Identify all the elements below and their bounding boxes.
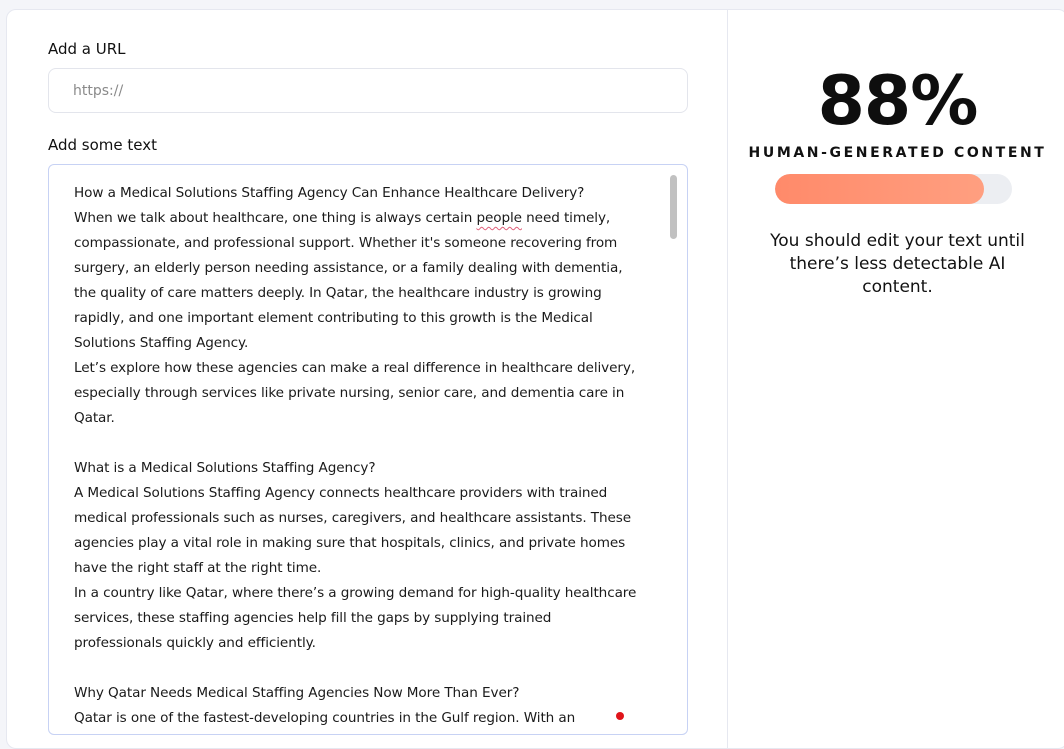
detector-card: [6, 9, 1064, 749]
status-dot-icon: [616, 712, 624, 720]
text-content[interactable]: [49, 165, 687, 731]
text-label: Add some text: [48, 136, 158, 154]
url-label: Add a URL: [48, 40, 126, 58]
result-panel: [728, 10, 1064, 748]
advice-text: You should edit your text until there’s less detectable AI content.: [770, 231, 1025, 297]
text-segment: need timely, compassionate, and professional support. Whether it's someone recovering from surgery, an elderly person needing assistance, or a family dealing with dementia, the quality of care matters deeply. In Qatar, the healthcare industry is growing rapidly, and one important element contributing to this growth is the Medical Solutions Staffing Agency.: [74, 210, 623, 351]
human-percentage: 88%: [817, 62, 978, 141]
text-paragraph: [74, 206, 637, 356]
human-score-bar-fill: [775, 174, 984, 204]
text-paragraph: A Medical Solutions Staffing Agency connects healthcare providers with trained medical professionals such as nurses, caregivers, and healthcare assistants. These agencies play a vital role in making sure that hospitals, clinics, and private homes have the right staff at the right time.: [74, 485, 632, 576]
human-content-label: HUMAN-GENERATED CONTENT: [748, 145, 1047, 161]
spellcheck-flagged-word[interactable]: people: [476, 210, 522, 226]
text-segment: When we talk about healthcare, one thing is always certain: [74, 210, 477, 226]
text-paragraph: In a country like Qatar, where there’s a growing demand for high-quality healthcare services, these staffing agencies help fill the gaps by supplying trained professionals quickly and efficiently.: [74, 585, 637, 651]
text-input-area[interactable]: [48, 164, 688, 735]
url-input[interactable]: [48, 68, 688, 113]
text-paragraph: Qatar is one of the fastest-developing countries in the Gulf region. With an: [74, 710, 576, 726]
text-paragraph: Why Qatar Needs Medical Staffing Agencies Now More Than Ever?: [74, 685, 520, 701]
input-panel: [7, 10, 728, 748]
text-paragraph: How a Medical Solutions Staffing Agency Can Enhance Healthcare Delivery?: [74, 185, 585, 201]
human-score-bar: [775, 174, 1012, 204]
textarea-scrollbar[interactable]: [670, 175, 677, 239]
text-paragraph: What is a Medical Solutions Staffing Agency?: [74, 460, 376, 476]
text-paragraph: Let’s explore how these agencies can make a real difference in healthcare delivery, especially through services like private nursing, senior care, and dementia care in Qatar.: [74, 360, 636, 426]
